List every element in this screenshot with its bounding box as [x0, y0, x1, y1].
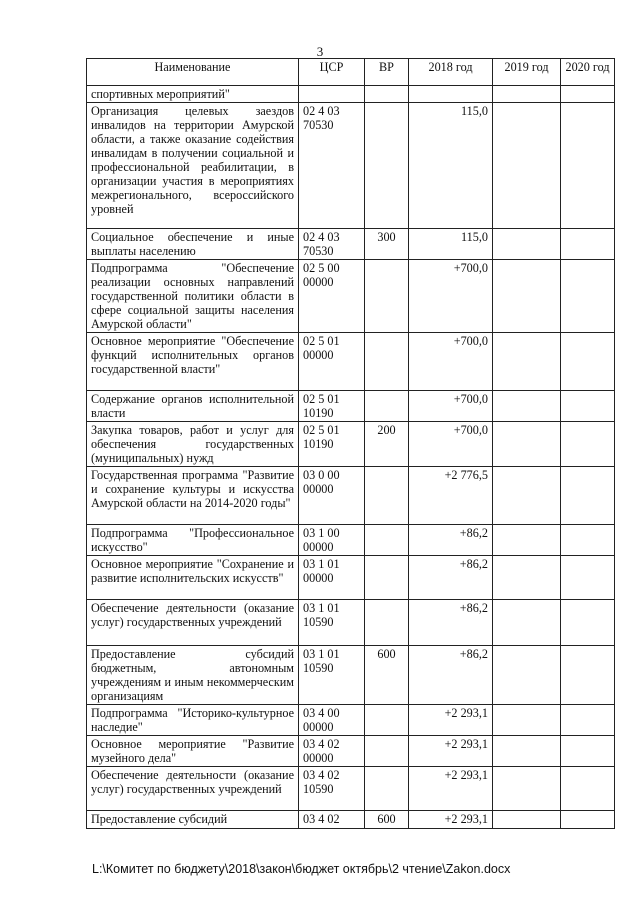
page-number: 3 — [316, 44, 324, 59]
cell-2020 — [561, 86, 615, 103]
cell-vr: 200 — [365, 422, 409, 467]
cell-vr — [365, 333, 409, 391]
table-row — [87, 86, 615, 103]
cell-csr: 03 4 00 00000 — [299, 705, 365, 736]
cell-name: Основное мероприятие "Развитие музейного дела" — [87, 736, 299, 767]
cell-2019 — [493, 525, 561, 556]
cell-2018: +700,0 — [409, 333, 493, 391]
table-row — [87, 646, 615, 705]
cell-vr: 600 — [365, 646, 409, 705]
table-row — [87, 260, 615, 333]
cell-2019 — [493, 467, 561, 525]
cell-2018: +2 293,1 — [409, 736, 493, 767]
cell-2018: +86,2 — [409, 600, 493, 646]
cell-2020 — [561, 422, 615, 467]
cell-csr: 02 4 03 70530 — [299, 229, 365, 260]
cell-vr — [365, 391, 409, 422]
cell-csr: 03 4 02 00000 — [299, 736, 365, 767]
table-row — [87, 229, 615, 260]
cell-name: Обеспечение деятельности (оказание услуг) государственных учреждений — [87, 767, 299, 811]
cell-name: спортивных мероприятий" — [87, 86, 299, 103]
cell-2019 — [493, 422, 561, 467]
budget-table — [86, 58, 615, 829]
cell-2019 — [493, 556, 561, 600]
cell-csr: 02 5 01 10190 — [299, 422, 365, 467]
cell-2020 — [561, 333, 615, 391]
cell-csr: 02 4 03 70530 — [299, 103, 365, 229]
cell-2020 — [561, 705, 615, 736]
header-2019: 2019 год — [493, 59, 561, 86]
cell-name: Подпрограмма "Историко-культурное наследие" — [87, 705, 299, 736]
cell-2020 — [561, 260, 615, 333]
cell-name: Основное мероприятие "Сохранение и развитие исполнительских искусств" — [87, 556, 299, 600]
table-header-row — [87, 59, 615, 86]
cell-name: Подпрограмма "Обеспечение реализации основных направлений государственной политики области в сфере социальной защиты населения Амурской области" — [87, 260, 299, 333]
cell-vr — [365, 767, 409, 811]
cell-vr — [365, 705, 409, 736]
cell-2018: 115,0 — [409, 103, 493, 229]
cell-2019 — [493, 705, 561, 736]
cell-2018: +700,0 — [409, 260, 493, 333]
cell-name: Содержание органов исполнительной власти — [87, 391, 299, 422]
table-row — [87, 333, 615, 391]
table-row — [87, 556, 615, 600]
cell-2019 — [493, 86, 561, 103]
cell-vr — [365, 556, 409, 600]
cell-name: Организация целевых заездов инвалидов на территории Амурской области, а также оказание содействия инвалидам в получении социальной и профессиональной реабилитации, в организации участия в мероприятиях межрегионального, всероссийского уровней — [87, 103, 299, 229]
cell-2018: +2 776,5 — [409, 467, 493, 525]
cell-vr — [365, 467, 409, 525]
cell-csr: 03 1 01 00000 — [299, 556, 365, 600]
cell-vr — [365, 260, 409, 333]
cell-2020 — [561, 467, 615, 525]
cell-csr — [299, 86, 365, 103]
cell-name: Предоставление субсидий — [87, 811, 299, 829]
header-vr: ВР — [365, 59, 409, 86]
cell-2018: +86,2 — [409, 646, 493, 705]
header-name: Наименование — [87, 59, 299, 86]
cell-name: Социальное обеспечение и иные выплаты населению — [87, 229, 299, 260]
cell-2019 — [493, 391, 561, 422]
cell-name: Закупка товаров, работ и услуг для обеспечения государственных (муниципальных) нужд — [87, 422, 299, 467]
cell-2018: +86,2 — [409, 556, 493, 600]
cell-2020 — [561, 556, 615, 600]
cell-2018: +2 293,1 — [409, 767, 493, 811]
cell-csr: 03 1 01 10590 — [299, 646, 365, 705]
table-row — [87, 767, 615, 811]
cell-vr — [365, 86, 409, 103]
table-row — [87, 736, 615, 767]
cell-2019 — [493, 600, 561, 646]
cell-vr — [365, 600, 409, 646]
cell-name: Подпрограмма "Профессиональное искусство" — [87, 525, 299, 556]
cell-2019 — [493, 229, 561, 260]
cell-2018: +86,2 — [409, 525, 493, 556]
cell-2019 — [493, 811, 561, 829]
cell-2018 — [409, 86, 493, 103]
file-path-footer: L:\Комитет по бюджету\2018\закон\бюджет октябрь\2 чтение\Zakon.docx — [92, 862, 511, 876]
cell-csr: 03 0 00 00000 — [299, 467, 365, 525]
cell-2020 — [561, 736, 615, 767]
cell-vr — [365, 103, 409, 229]
cell-2020 — [561, 229, 615, 260]
table-row — [87, 600, 615, 646]
cell-name: Государственная программа "Развитие и сохранение культуры и искусства Амурской области на 2014-2020 годы" — [87, 467, 299, 525]
cell-name: Обеспечение деятельности (оказание услуг) государственных учреждений — [87, 600, 299, 646]
cell-2018: +2 293,1 — [409, 705, 493, 736]
cell-2020 — [561, 391, 615, 422]
cell-name: Основное мероприятие "Обеспечение функций исполнительных органов государственной власти" — [87, 333, 299, 391]
cell-2019 — [493, 736, 561, 767]
cell-2018: +700,0 — [409, 422, 493, 467]
cell-2019 — [493, 646, 561, 705]
cell-csr: 02 5 01 00000 — [299, 333, 365, 391]
table-row — [87, 811, 615, 829]
cell-2020 — [561, 525, 615, 556]
cell-vr — [365, 736, 409, 767]
cell-2018: +2 293,1 — [409, 811, 493, 829]
cell-2018: 115,0 — [409, 229, 493, 260]
cell-2019 — [493, 103, 561, 229]
table-row — [87, 391, 615, 422]
cell-2019 — [493, 333, 561, 391]
cell-2020 — [561, 600, 615, 646]
cell-2020 — [561, 767, 615, 811]
cell-vr: 600 — [365, 811, 409, 829]
table-row — [87, 525, 615, 556]
cell-2020 — [561, 811, 615, 829]
cell-2019 — [493, 260, 561, 333]
table-row — [87, 103, 615, 229]
cell-vr: 300 — [365, 229, 409, 260]
cell-2020 — [561, 103, 615, 229]
cell-2018: +700,0 — [409, 391, 493, 422]
cell-csr: 03 4 02 — [299, 811, 365, 829]
cell-csr: 03 1 00 00000 — [299, 525, 365, 556]
cell-2019 — [493, 767, 561, 811]
cell-csr: 03 4 02 10590 — [299, 767, 365, 811]
header-2018: 2018 год — [409, 59, 493, 86]
cell-2020 — [561, 646, 615, 705]
cell-vr — [365, 525, 409, 556]
header-2020: 2020 год — [561, 59, 615, 86]
cell-csr: 02 5 00 00000 — [299, 260, 365, 333]
table-row — [87, 467, 615, 525]
table-row — [87, 705, 615, 736]
table-row — [87, 422, 615, 467]
cell-csr: 03 1 01 10590 — [299, 600, 365, 646]
header-csr: ЦСР — [299, 59, 365, 86]
cell-csr: 02 5 01 10190 — [299, 391, 365, 422]
cell-name: Предоставление субсидий бюджетным, автономным учреждениям и иным некоммерческим организациям — [87, 646, 299, 705]
